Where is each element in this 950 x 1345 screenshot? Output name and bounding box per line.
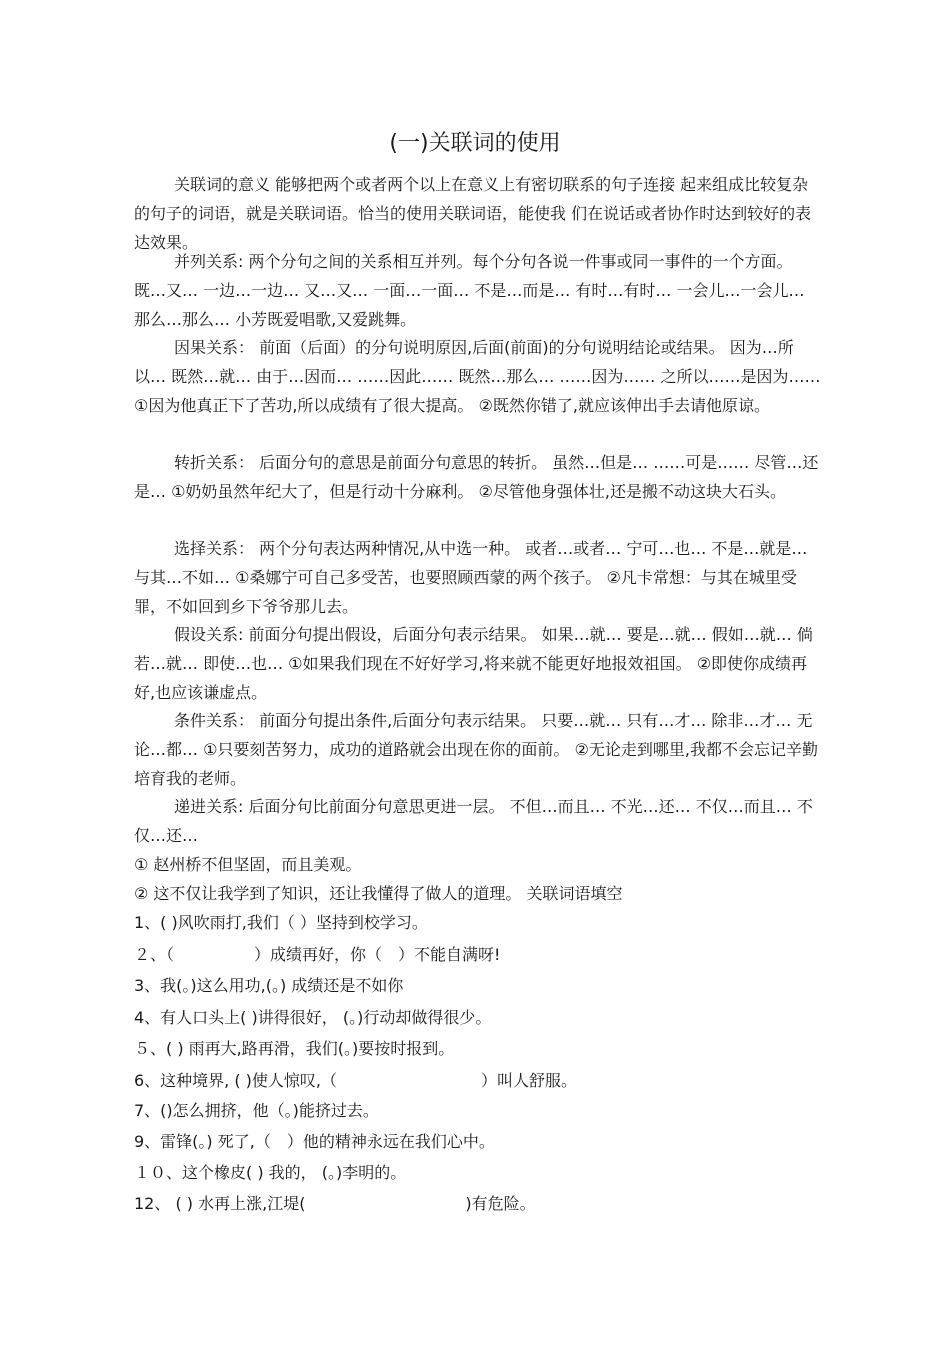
exercise-item: 12、 ( ) 水再上涨,江堤( )有危险。: [134, 1194, 536, 1213]
paragraph-text: 关联词的意义 能够把两个或者两个以上在意义上有密切联系的句子连接 起来组成比较复杂的句子的词语，就是关联词语。恰当的使用关联词语，能使我 们在说话或者协作时达到较好的表达效果。: [134, 175, 812, 252]
paragraph-text: 选择关系： 两个分句表达两种情况,从中选一种。 或者…或者… 宁可…也… 不是…就是… 与其…不如… ①桑娜宁可自己多受苦，也要照顾西蒙的两个孩子。 ②凡卡常想：与其在城里受罪，不如回到乡下爷爷那儿去。: [134, 539, 808, 616]
exercise-item: ５、( ) 雨再大,路再滑，我们(｡)要按时报到。: [134, 1039, 455, 1058]
paragraph-text: 假设关系: 前面分句提出假设，后面分句表示结果。 如果…就… 要是…就… 假如…就… 倘若…就… 即使…也… ①如果我们现在不好好学习,将来就不能更好地报效祖国。 ②即使你成绩再好,也应该谦虚点。: [134, 625, 813, 702]
paragraph-definition: [134, 170, 824, 257]
exercise-item: 1、( )风吹雨打,我们（ ）坚持到校学习。: [134, 913, 428, 932]
paragraph-causal: [134, 333, 824, 420]
paragraph-contrast: [134, 448, 824, 506]
exercise-item: 4、有人口头上( )讲得很好， (｡)行动却做得很少。: [134, 1008, 492, 1027]
page-title: (一)关联词的使用: [389, 131, 561, 156]
paragraph-text: 因果关系： 前面（后面）的分句说明原因,后面(前面)的分句说明结论或结果。 因为…所以… 既然…就… 由于…因而… ……因此…… 既然…那么… ……因为…… 之所以……是因为…… ①因为他真正下了苦功,所以成绩有了很大提高。 ②既然你错了,就应该伸出手去请他原谅。: [134, 338, 821, 415]
paragraph-condition: [134, 706, 824, 793]
paragraph-text: 转折关系： 后面分句的意思是前面分句意思的转折。 虽然…但是… ……可是…… 尽管…还是… ①奶奶虽然年纪大了，但是行动十分麻利。 ②尽管他身强体壮,还是搬不动这块大石头。: [134, 453, 819, 501]
exercise-item: １０、这个橡皮( ) 我的， (｡)李明的。: [134, 1163, 407, 1182]
paragraph-hypothesis: [134, 620, 824, 707]
paragraph-text: 条件关系： 前面分句提出条件,后面分句表示结果。 只要…就… 只有…才… 除非…才… 无论…都… ①只要刻苦努力，成功的道路就会出现在你的面前。 ②无论走到哪里,我都不会忘记辛勤培育我的老师。: [134, 711, 818, 788]
paragraph-parallel: [134, 247, 824, 334]
exercise-item: ２、（ ）成绩再好，你（ ）不能自满呀!: [134, 945, 501, 964]
example-line: ② 这不仅让我学到了知识，还让我懂得了做人的道理。 关联词语填空: [134, 884, 623, 903]
paragraph-text: 递进关系: 后面分句比前面分句意思更进一层。 不但…而且… 不光…还… 不仅…而且… 不仅…还…: [134, 797, 813, 845]
paragraph-text: 并列关系: 两个分句之间的关系相互并列。每个分句各说一件事或同一事件的一个方面。 既…又… 一边…一边… 又…又… 一面…一面… 不是…而是… 有时…有时… 一会儿…一会儿… 那么…那么… 小芳既爱唱歌,又爱跳舞。: [134, 252, 805, 329]
exercise-item: 3、我(｡)这么用功,(｡) 成绩还是不如你: [134, 976, 404, 995]
paragraph-choice: [134, 534, 824, 621]
exercise-item: 9、雷锋(｡) 死了,（ ）他的精神永远在我们心中。: [134, 1132, 495, 1151]
paragraph-progressive: [134, 792, 824, 850]
exercise-item: 7、()怎么拥挤，他（｡)能挤过去。: [134, 1101, 379, 1120]
example-line: ① 赵州桥不但坚固，而且美观。: [134, 855, 362, 874]
exercise-item: 6、这种境界, ( )使人惊叹,（ ）叫人舒服。: [134, 1071, 578, 1090]
